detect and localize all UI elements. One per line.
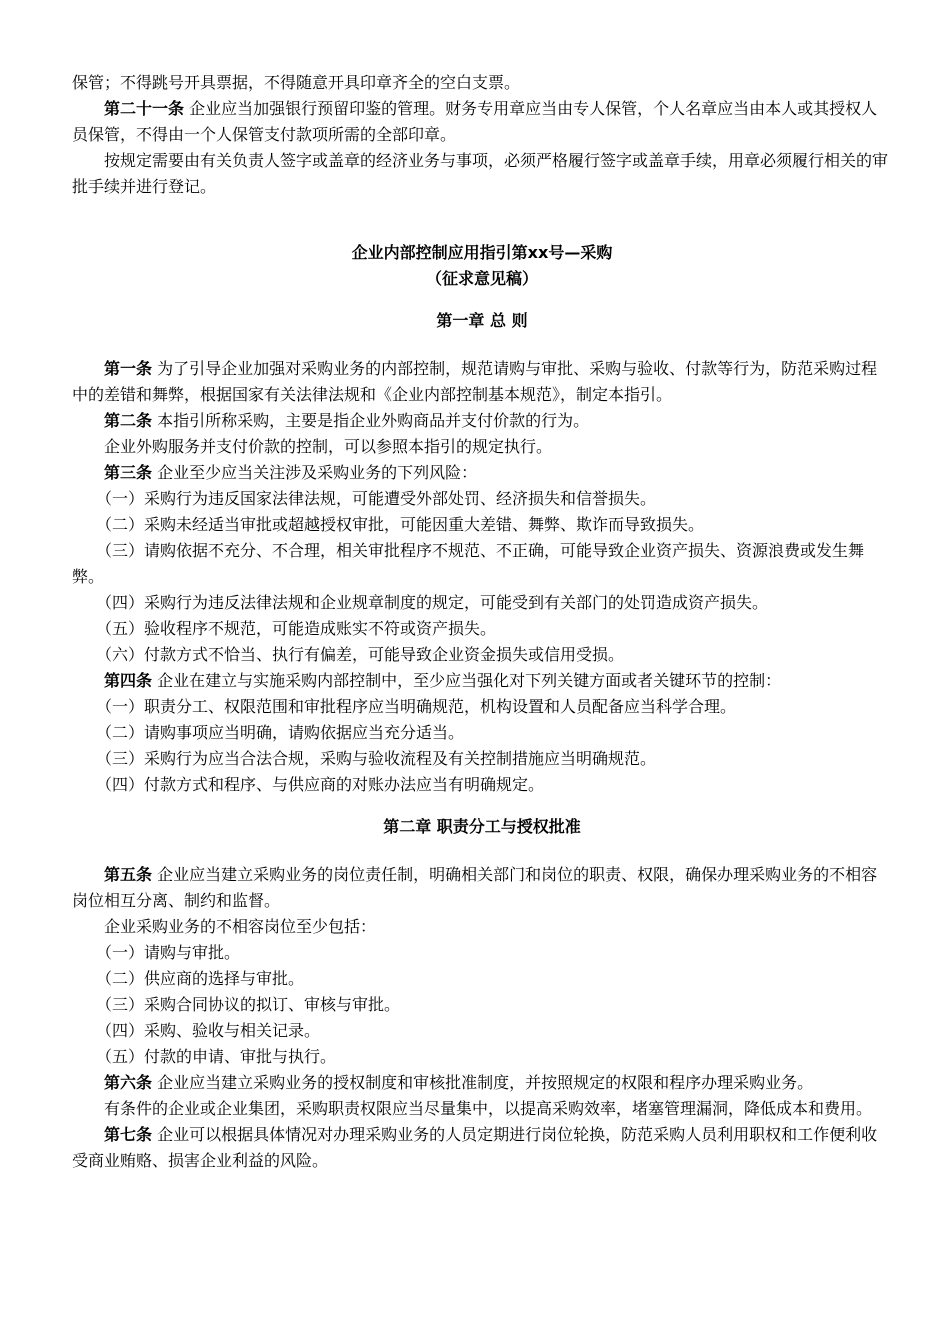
chapter-2-heading: 第二章 职责分工与授权批准 (383, 817, 581, 836)
paragraph: 按规定需要由有关负责人签字或盖章的经济业务与事项，必须严格履行签字或盖章手续，用章必须履行相关的审批手续并进行登记。 (72, 151, 889, 196)
paragraph: 有条件的企业或企业集团，采购职责权限应当尽量集中，以提高采购效率，堵塞管理漏洞，降低成本和费用。 (104, 1099, 873, 1118)
article-21: 第二十一条 企业应当加强银行预留印鉴的管理。财务专用章应当由专人保管，个人名章应当由本人或其授权人员保管，不得由一个人保管支付款项所需的全部印章。 (72, 99, 878, 144)
list-item: （二）请购事项应当明确，请购依据应当充分适当。 (96, 723, 465, 742)
paragraph: 企业采购业务的不相容岗位至少包括： (104, 917, 377, 936)
list-item: （三）采购合同协议的拟订、审核与审批。 (96, 995, 401, 1014)
paragraph: 企业外购服务并支付价款的控制，可以参照本指引的规定执行。 (104, 437, 553, 456)
list-item: （四）采购、验收与相关记录。 (96, 1021, 321, 1040)
article-4: 第四条 企业在建立与实施采购内部控制中，至少应当强化对下列关键方面或者关键环节的控制： (104, 671, 782, 690)
article-heading: 第三条 (104, 463, 153, 482)
article-heading: 第二十一条 (104, 99, 185, 118)
document-page (72, 70, 892, 1174)
paragraph: 保管；不得跳号开具票据，不得随意开具印章齐全的空白支票。 (72, 73, 521, 92)
list-item: （四）付款方式和程序、与供应商的对账办法应当有明确规定。 (96, 775, 545, 794)
list-item: （三）请购依据不充分、不合理，相关审批程序不规范、不正确，可能导致企业资产损失、资源浪费或发生舞弊。 (72, 541, 865, 586)
list-item: （一）职责分工、权限范围和审批程序应当明确规范，机构设置和人员配备应当科学合理。 (96, 697, 737, 716)
article-heading: 第七条 (104, 1125, 153, 1144)
list-item: （三）采购行为应当合法合规，采购与验收流程及有关控制措施应当明确规范。 (96, 749, 657, 768)
document-title: 企业内部控制应用指引第xx号—采购 (351, 243, 613, 262)
article-heading: 第六条 (104, 1073, 153, 1092)
list-item: （六）付款方式不恰当、执行有偏差，可能导致企业资金损失或信用受损。 (96, 645, 625, 664)
article-heading: 第二条 (104, 411, 153, 430)
article-3: 第三条 企业至少应当关注涉及采购业务的下列风险： (104, 463, 478, 482)
article-7: 第七条 企业可以根据具体情况对办理采购业务的人员定期进行岗位轮换，防范采购人员利用职权和工作便利收受商业贿赂、损害企业利益的风险。 (72, 1125, 878, 1170)
article-heading: 第四条 (104, 671, 153, 690)
list-item: （一）请购与审批。 (96, 943, 241, 962)
list-item: （二）供应商的选择与审批。 (96, 969, 305, 988)
article-6: 第六条 企业应当建立采购业务的授权制度和审核批准制度，并按照规定的权限和程序办理采购业务。 (104, 1073, 814, 1092)
list-item: （五）验收程序不规范，可能造成账实不符或资产损失。 (96, 619, 497, 638)
article-5: 第五条 企业应当建立采购业务的岗位责任制，明确相关部门和岗位的职责、权限，确保办理采购业务的不相容岗位相互分离、制约和监督。 (72, 865, 878, 910)
list-item: （一）采购行为违反国家法律法规，可能遭受外部处罚、经济损失和信誉损失。 (96, 489, 657, 508)
article-heading: 第五条 (104, 865, 153, 884)
list-item: （五）付款的申请、审批与执行。 (96, 1047, 337, 1066)
article-heading: 第一条 (104, 359, 153, 378)
article-2: 第二条 本指引所称采购，主要是指企业外购商品并支付价款的行为。 (104, 411, 590, 430)
article-1: 第一条 为了引导企业加强对采购业务的内部控制，规范请购与审批、采购与验收、付款等行为，防范采购过程中的差错和舞弊，根据国家有关法律法规和《企业内部控制基本规范》，制定本指引。 (72, 359, 878, 404)
list-item: （四）采购行为违反法律法规和企业规章制度的规定，可能受到有关部门的处罚造成资产损失。 (96, 593, 769, 612)
chapter-1-heading: 第一章 总 则 (436, 311, 528, 330)
document-subtitle: （征求意见稿） (425, 269, 538, 288)
list-item: （二）采购未经适当审批或超越授权审批，可能因重大差错、舞弊、欺诈而导致损失。 (96, 515, 705, 534)
